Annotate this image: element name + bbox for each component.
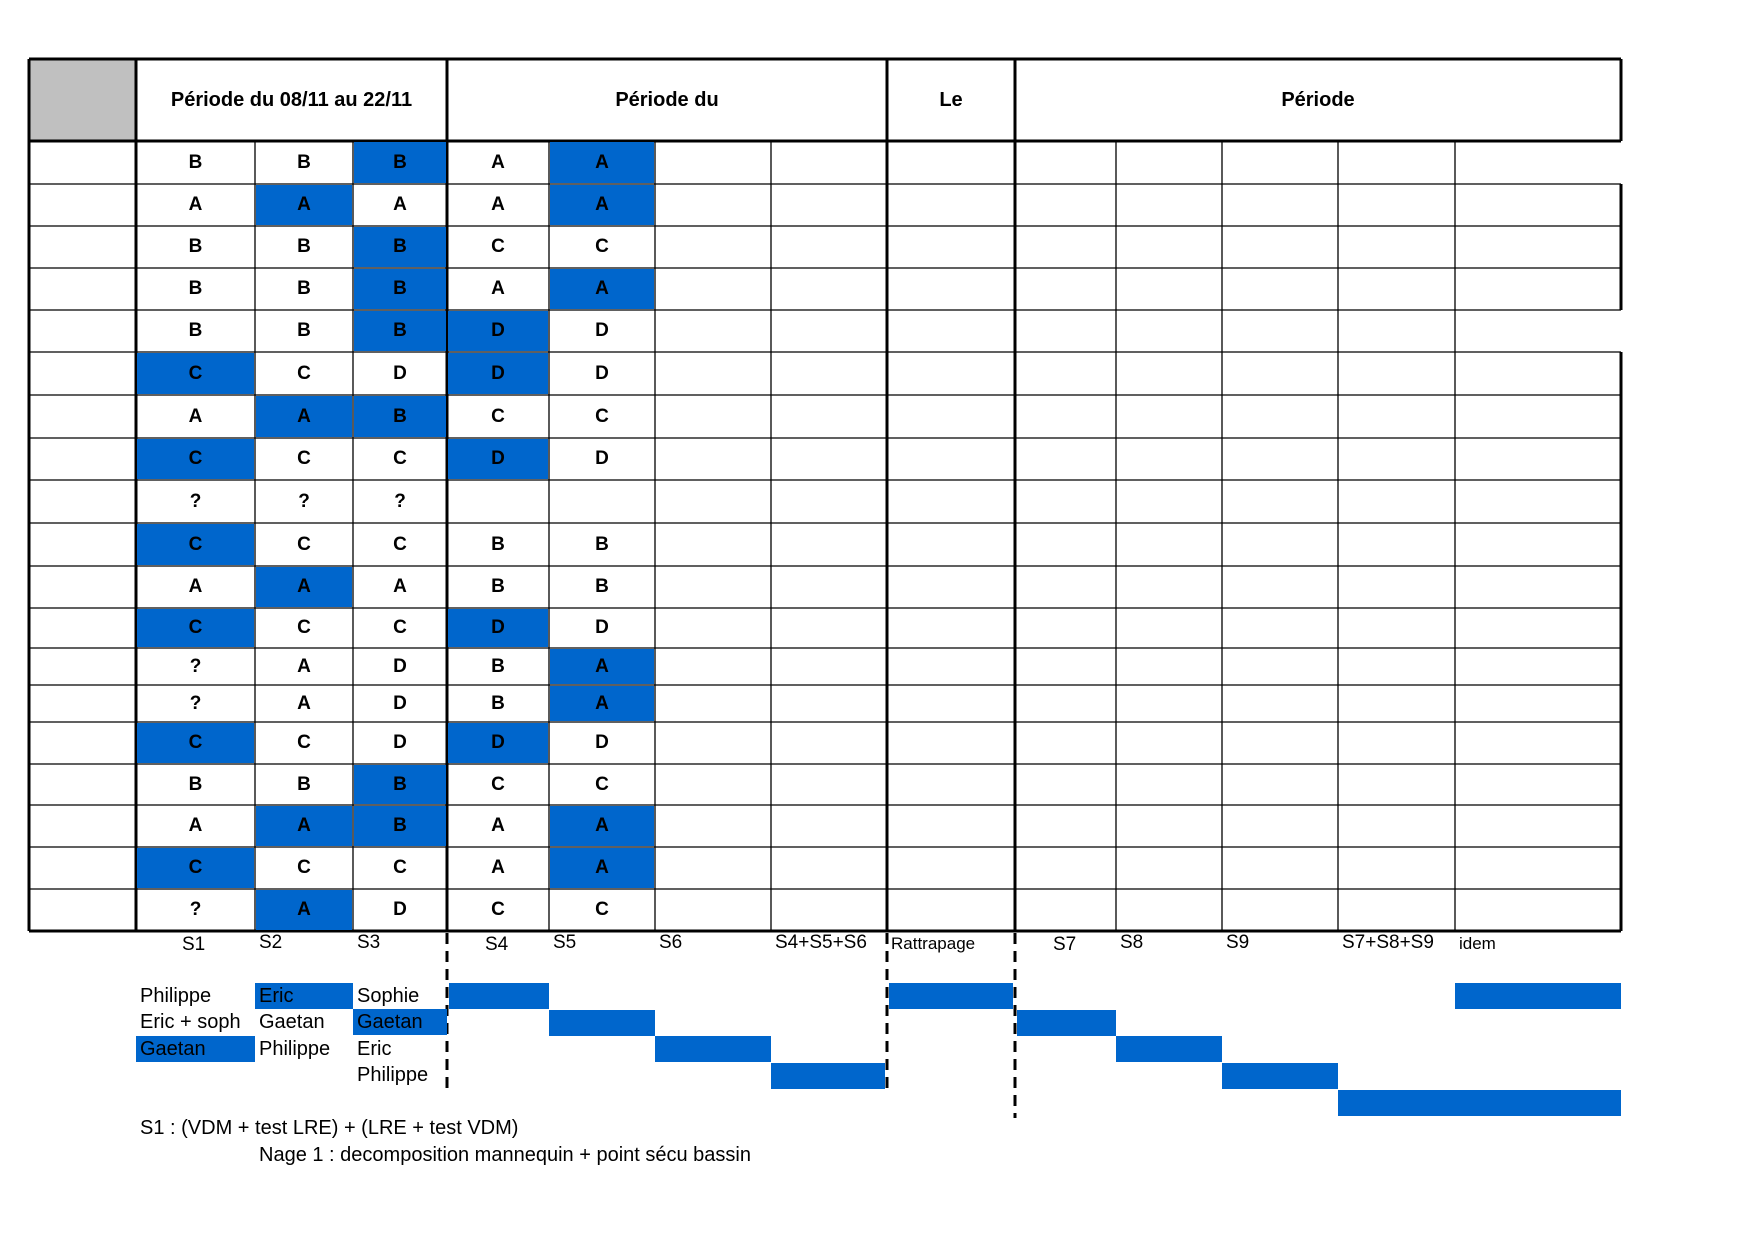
schedule-cell: B: [595, 533, 609, 555]
schedule-cell: A: [491, 857, 505, 878]
schedule-cell: A: [491, 194, 505, 215]
schedule-cell: A: [188, 815, 203, 836]
schedule-cell: A: [491, 278, 505, 299]
schedule-cell: B: [354, 227, 446, 267]
schedule-cell: A: [491, 815, 505, 836]
schedule-cell: C: [393, 857, 407, 878]
schedule-cell: D: [595, 320, 609, 341]
schedule-cell: D: [448, 439, 548, 479]
schedule-cell: B: [354, 269, 446, 309]
schedule-cell: [550, 481, 654, 522]
timeline-bar-idem: [1455, 983, 1621, 1009]
schedule-cell: D: [448, 353, 548, 394]
schedule-cell: B: [188, 278, 203, 299]
group-s3-name: Philippe: [357, 1064, 429, 1086]
schedule-cell: D: [448, 311, 548, 351]
group-s2-name: Philippe: [259, 1038, 331, 1060]
schedule-cell: ?: [298, 490, 310, 512]
group-s3-name: Sophie: [357, 985, 420, 1007]
schedule-cell: C: [393, 617, 407, 638]
schedule-cell: A: [297, 692, 311, 714]
schedule-cell: C: [595, 236, 609, 257]
schedule-cell: A: [256, 890, 352, 930]
session-label: S5: [553, 932, 577, 953]
schedule-cell: C: [297, 617, 311, 638]
timeline-bar-s4: [449, 983, 549, 1009]
timeline-bar-s8: [1116, 1036, 1222, 1062]
schedule-cell: C: [491, 899, 505, 920]
schedule-cell: B: [354, 142, 446, 183]
schedule-cell: D: [595, 732, 609, 753]
schedule-cell: D: [595, 617, 609, 638]
group-s3-name: Eric: [357, 1038, 392, 1060]
schedule-cell: D: [393, 362, 407, 384]
schedule-cell: A: [550, 185, 654, 225]
schedule-cell: C: [595, 773, 609, 795]
schedule-cell: A: [550, 806, 654, 846]
schedule-cell: A: [550, 142, 654, 183]
schedule-cell: ?: [189, 655, 202, 677]
schedule-cell: C: [491, 773, 505, 795]
session-label: S4: [485, 934, 509, 955]
schedule-cell: A: [550, 269, 654, 309]
schedule-cell: C: [137, 848, 254, 888]
schedule-cell: C: [137, 353, 254, 394]
schedule-cell: ?: [394, 490, 406, 512]
schedule-cell: A: [550, 848, 654, 888]
schedule-cell: C: [595, 405, 609, 427]
schedule-cell: C: [297, 448, 311, 469]
session-label: S7: [1053, 934, 1077, 955]
session-label: Rattrapage: [891, 934, 976, 953]
schedule-cell: A: [256, 396, 352, 437]
schedule-cell: D: [595, 448, 609, 469]
schedule-cell: A: [491, 151, 505, 173]
schedule-cell: B: [297, 236, 311, 257]
session-label: S1: [182, 934, 206, 955]
schedule-cell: A: [393, 576, 407, 597]
schedule-cell: B: [188, 773, 203, 795]
schedule-cell: [448, 481, 548, 522]
schedule-cell: B: [297, 320, 311, 341]
schedule-cell: A: [188, 194, 203, 215]
schedule-cell: B: [354, 311, 446, 351]
timeline-bar-s7-s8-s9: [1338, 1090, 1621, 1116]
schedule-cell: B: [297, 278, 311, 299]
schedule-cell: C: [297, 362, 311, 384]
schedule-cell: A: [550, 686, 654, 721]
session-label: S8: [1120, 932, 1144, 953]
schedule-cell: C: [595, 899, 609, 920]
schedule-cell: C: [137, 524, 254, 565]
schedule-cell: A: [550, 649, 654, 684]
group-s3-name: Gaetan: [353, 1009, 447, 1035]
session-label: S9: [1226, 932, 1250, 953]
schedule-cell: C: [137, 609, 254, 647]
schedule-cell: B: [595, 576, 609, 597]
schedule-cell: D: [393, 692, 407, 714]
group-s1-name: Philippe: [140, 985, 212, 1007]
session-label: S3: [357, 932, 381, 953]
schedule-cell: D: [393, 899, 407, 920]
session-label: S7+S8+S9: [1342, 932, 1434, 953]
schedule-cell: C: [491, 236, 505, 257]
schedule-cell: B: [188, 151, 203, 173]
timeline-bar-s4-s5-s6: [771, 1063, 885, 1089]
timeline-bar-s7: [1017, 1010, 1116, 1036]
session-label: S4+S5+S6: [775, 932, 867, 953]
schedule-cell: C: [393, 533, 407, 555]
period-4-header: Période: [1281, 88, 1355, 111]
schedule-cell: D: [595, 362, 609, 384]
schedule-cell: ?: [189, 490, 202, 512]
schedule-cell: A: [188, 405, 203, 427]
schedule-cell: ?: [189, 899, 202, 920]
schedule-cell: C: [137, 723, 254, 763]
schedule-cell: C: [137, 439, 254, 479]
group-s2-name: Gaetan: [259, 1011, 325, 1033]
timeline-bar-rattrapage: [889, 983, 1013, 1009]
schedule-cell: A: [393, 194, 407, 215]
timeline-bar-s6: [655, 1036, 771, 1062]
schedule-cell: C: [491, 405, 505, 427]
schedule-cell: ?: [189, 692, 202, 714]
schedule-cell: B: [188, 320, 203, 341]
schedule-cell: C: [297, 732, 311, 753]
timeline-bar-s9: [1222, 1063, 1338, 1089]
schedule-cell: B: [188, 236, 203, 257]
schedule-cell: B: [354, 396, 446, 437]
schedule-cell: D: [448, 723, 548, 763]
schedule-cell: C: [297, 857, 311, 878]
group-s1-name: Gaetan: [136, 1036, 255, 1062]
schedule-cell: B: [491, 655, 505, 677]
note-line-1: S1 : (VDM + test LRE) + (LRE + test VDM): [140, 1117, 519, 1139]
schedule-cell: A: [297, 655, 311, 677]
session-label: idem: [1459, 934, 1496, 953]
schedule-cell: B: [491, 692, 505, 714]
schedule-cell: A: [188, 576, 203, 597]
schedule-cell: D: [393, 732, 407, 753]
session-label: S2: [259, 932, 283, 953]
period-1-header: Période du 08/11 au 22/11: [170, 88, 413, 111]
schedule-cell: B: [491, 533, 505, 555]
session-label: S6: [659, 932, 683, 953]
schedule-cell: B: [297, 151, 311, 173]
schedule-cell: A: [256, 806, 352, 846]
note-line-2: Nage 1 : decomposition mannequin + point sécu bassin: [259, 1144, 751, 1166]
timeline-bar-s5: [549, 1010, 655, 1036]
schedule-cell: A: [256, 185, 352, 225]
schedule-cell: B: [491, 576, 505, 597]
schedule-cell: A: [256, 567, 352, 607]
period-3-header: Le: [939, 88, 963, 111]
schedule-cell: C: [297, 533, 311, 555]
schedule-cell: D: [393, 655, 407, 677]
schedule-cell: B: [354, 765, 446, 804]
period-2-header: Période du: [615, 88, 719, 111]
schedule-cell: B: [354, 806, 446, 846]
group-s1-name: Eric + soph: [140, 1011, 241, 1033]
schedule-cell: C: [393, 448, 407, 469]
schedule-cell: B: [297, 773, 311, 795]
schedule-cell: D: [448, 609, 548, 647]
group-s2-name: Eric: [255, 983, 353, 1009]
